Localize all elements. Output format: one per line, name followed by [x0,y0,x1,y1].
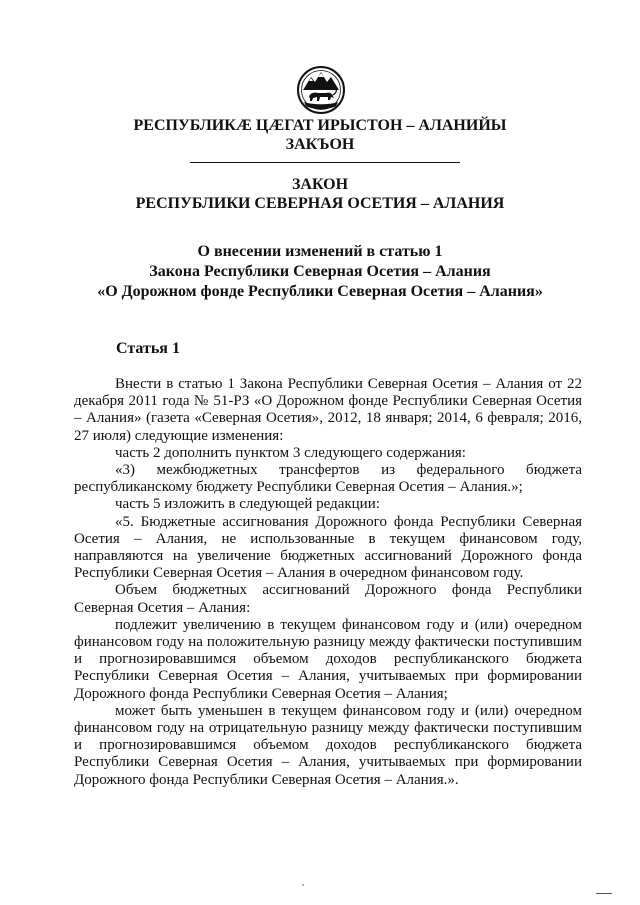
article-body [74,376,582,789]
article-paragraph: «5. Бюджетные ассигнования Дорожного фонда Республики Северная Осетия – Алания, не использованные в текущем финансовом году, направляются на увеличение бюджетных ассигнований Дорожного фонда Республики Северная Осетия – Алания в очередном финансовом году. [74,513,582,582]
law-title-line-3: «О Дорожном фонде Республики Северная Осетия – Алания» [97,283,543,300]
law-title-line-1: О внесении изменений в статью 1 [197,243,443,260]
header-divider [190,162,460,163]
scan-dot [302,884,304,886]
header-law-russian: ЗАКОН [291,176,349,193]
header-republic-russian: РЕСПУБЛИКИ СЕВЕРНАЯ ОСЕТИЯ – АЛАНИЯ [135,195,505,212]
article-paragraph: подлежит увеличению в текущем финансовом году и (или) очередном финансовом году на положительную разницу между фактически поступившим и прогнозировавшимся объемом доходов республиканского бюджета Республики Северная Осетия – Алания, учитываемых при формировании Дорожного фонда Республики Северная Осетия – Алания; [74,616,582,702]
article-paragraph: часть 5 изложить в следующей редакции: [115,496,380,513]
article-heading: Статья 1 [116,340,180,357]
coat-of-arms-emblem [296,64,346,116]
scan-corner-mark [596,893,612,894]
article-paragraph: Внести в статью 1 Закона Республики Северная Осетия – Алания от 22 декабря 2011 года № 51-РЗ «О Дорожном фонде Республики Северная Осетия – Алания» (газета «Северная Осетия», 2012, 18 января; 2014, 6 февраля; 2016, 27 июля) следующие изменения: [74,376,582,444]
header-law-ossetian: ЗАКЪОН [285,136,355,153]
article-paragraph: Объем бюджетных ассигнований Дорожного фонда Республики Северная Осетия – Алания: [74,582,582,616]
header-republic-ossetian: РЕСПУБЛИКӔ ЦӔГАТ ИРЫСТОН – АЛАНИЙЫ [133,117,507,134]
article-paragraph: может быть уменьшен в текущем финансовом году и (или) очередном финансовом году на отрицательную разницу между фактически поступившим и прогнозировавшимся объемом доходов республиканского бюджета Республики Северная Осетия – Алания, учитываемых при формировании Дорожного фонда Республики Северная Осетия – Алания.». [74,702,582,788]
article-paragraph: «3) межбюджетных трансфертов из федерального бюджета республиканскому бюджету Республики Северная Осетия – Алания.»; [74,462,582,496]
law-title-line-2: Закона Республики Северная Осетия – Алания [149,263,491,280]
article-paragraph: часть 2 дополнить пунктом 3 следующего содержания: [115,444,466,461]
